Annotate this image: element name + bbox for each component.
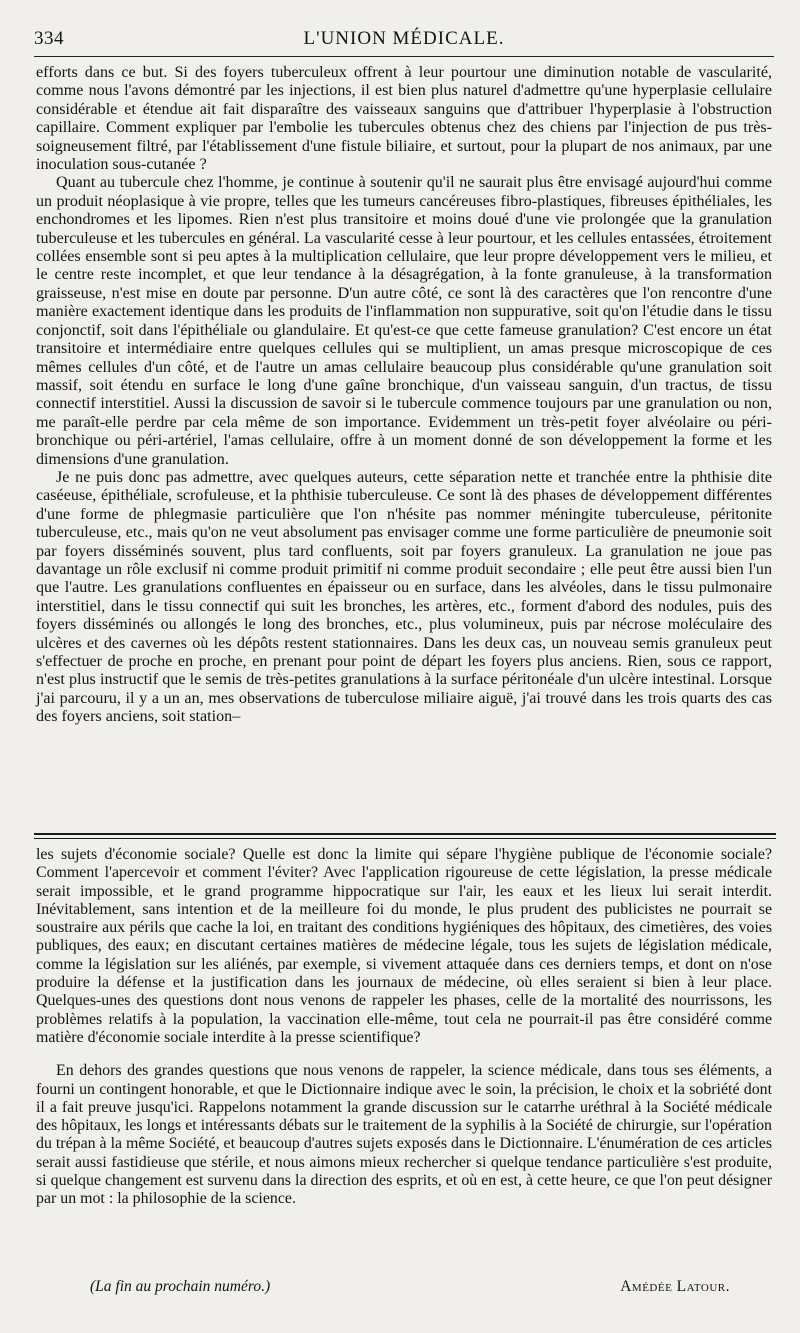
main-paragraph-1: efforts dans ce but. Si des foyers tuberculeux offrent à leur pourtour une diminution notable de vascularité, comme nous l'avons démontré par les injections, il est bien plus naturel d'admettre qu'une hyperplasie cellulaire considérable et étendue ait fait disparaître des vaisseaux sanguins que d'attribuer l'hyperplasie à l'obstruction capillaire. Comment expliquer par l'embolie les tubercules obtenus chez des chiens par l'injection de pus très-soigneusement filtré, par l'établissement d'une fistule biliaire, et surtout, pour la plupart de nos animaux, par une inoculation sous-cutanée ?	[36, 64, 772, 174]
page-header	[34, 26, 774, 54]
signature-line	[36, 1278, 772, 1298]
feuilleton-paragraph-1: les sujets d'économie sociale? Quelle est donc la limite qui sépare l'hygiène publique de l'économie sociale? Comment l'apercevoir et comment l'éviter? Avec l'application rigoureuse de cette législation, la presse médicale serait impossible, et le grand programme hippocratique sur l'air, les eaux et les lieux lui serait interdit. Inévitablement, sans intention et de la meilleure foi du monde, le plus prudent des publicistes ne pourrait se soustraire aux périls que cache la loi, en traitant des conditions hygiéniques des hôpitaux, des cimetières, des voies publiques, des eaux; en discutant certaines matières de médecine légale, tous les sujets de législation médicale, comme la législation sur les aliénés, par exemple, si vivement attaquée dans ces derniers temps, et dont on n'ose produire la défense et la justification dans les journaux de médecine, où elles seraient si bien à leur place. Quelques-unes des questions dont nous venons de rappeler les phases, celle de la mortalité des nourrissons, les problèmes relatifs à la population, la vaccination elle-même, tout cela ne pourrait-il pas être considéré comme matière d'économie sociale interdite à la presse scientifique?	[36, 846, 772, 1046]
feuilleton-paragraph-2: En dehors des grandes questions que nous venons de rappeler, la science médicale, dans tous ses éléments, a fourni un contingent honorable, et que le Dictionnaire indique avec le soin, la précision, le choix et la sobriété dont il a fait preuve jusqu'ici. Rappelons notamment la grande discussion sur le catarrhe uréthral à la Société médicale des hôpitaux, les longs et intéressants débats sur le traitement de la syphilis à la Société de chirurgie, sur l'opération du trépan à la même Société, et beaucoup d'autres sujets exposés dans le Dictionnaire. L'énumération de ces articles serait aussi fastidieuse que stérile, et nous aimons mieux rechercher si quelque tendance particulière s'est produite, si quelque changement est survenu dans la direction des esprits, et où en est, à cette heure, ce que l'on peut désigner par un mot : la philosophie de la science.	[36, 1062, 772, 1208]
feuilleton	[36, 846, 772, 1209]
header-rule	[34, 56, 774, 57]
page-number: 334	[34, 28, 64, 49]
paragraph-gap	[36, 1047, 772, 1062]
continuation-note: (La fin au prochain numéro.)	[90, 1278, 271, 1295]
main-paragraph-2: Quant au tubercule chez l'homme, je continue à soutenir qu'il ne saurait plus être envisagé aujourd'hui comme un produit néoplasique à vie propre, telles que les tumeurs cancéreuses fibro-plastiques, fibreuses épithéliales, les enchondromes et les lipomes. Rien n'est plus transitoire et moins doué d'une vie prolongée que la granulation tuberculeuse et les tubercules en général. La vascularité cesse à leur pourtour, et les cellules entassées, étroitement collées ensemble sont si peu aptes à la multiplication cellulaire, que leur propre développement vers le milieu, et le centre reste incomplet, et que leur tendance à la désagrégation, à la fonte granuleuse, à la transformation graisseuse, n'est mise en doute par personne. D'un autre côté, ce sont là des caractères que l'on rencontre d'une manière exactement identique dans les produits de l'inflammation non suppurative, soit qu'on l'étudie dans le tissu conjonctif, soit dans l'épithéliale ou glandulaire. Et qu'est-ce que cette fameuse granulation? C'est encore un état transitoire et intermédiaire entre quelques cellules qui se multiplient, un amas presque microscopique de ces mêmes cellules d'un côté, et de l'autre un amas cellulaire beaucoup plus considérable qu'une granulation soit massif, soit étendu en surface le long d'une gaîne bronchique, d'un vaisseau sanguin, d'un tractus, de tissu connectif interstitiel. Aussi la discussion de savoir si le tubercule commence toujours par une granulation ou non, me paraît-elle perdre par cela même de son importance. Evidemment un très-petit foyer alvéolaire ou péri-bronchique ou péri-artériel, l'amas cellulaire, offre à un moment donné de son développement la forme et les dimensions d'une granulation.	[36, 174, 772, 468]
main-paragraph-3: Je ne puis donc pas admettre, avec quelques auteurs, cette séparation nette et tranchée entre la phthisie dite caséeuse, épithéliale, scrofuleuse, et la phthisie tuberculeuse. Ce sont là des phases de développement différentes d'une forme de phlegmasie particulière que l'on n'hésite pas nommer méningite tuberculeuse, péritonite tuberculeuse, etc., mais qu'on ne veut absolument pas envisager comme une forme particulière de pneumonie soit par foyers disséminés souvent, plus tard confluents, soit par foyers granuleux. La granulation ne joue pas davantage un rôle exclusif ni comme produit primitif ni comme produit secondaire ; elle peut être aussi bien l'un que l'autre. Les granulations confluentes en épaisseur ou en surface, dans les alvéoles, dans le tissu pulmonaire interstitiel, dans le tissu connectif qui suit les bronches, les artères, etc., forment d'abord des nodules, puis des foyers disséminés ou allongés le long des bronches, etc., plus volumineux, puis par nécrose moléculaire des ulcères et des cavernes où les dépôts restent stationnaires. Dans les deux cas, un nouveau semis granuleux peut s'effectuer de proche en proche, en prenant pour point de départ les foyers plus anciens. Rien, sous ce rapport, n'est plus instructif que le semis de très-petites granulations à la surface péritonéale d'un ulcère intestinal. Lorsque j'ai parcouru, il y a un an, mes observations de tuberculose miliaire aiguë, j'ai trouvé dans les trois quarts des cas des foyers anciens, soit station–	[36, 468, 772, 726]
running-title: L'UNION MÉDICALE.	[303, 28, 505, 49]
author-signature: Amédée Latour.	[620, 1278, 730, 1295]
main-article	[36, 64, 772, 727]
feuilleton-separator	[34, 833, 776, 839]
